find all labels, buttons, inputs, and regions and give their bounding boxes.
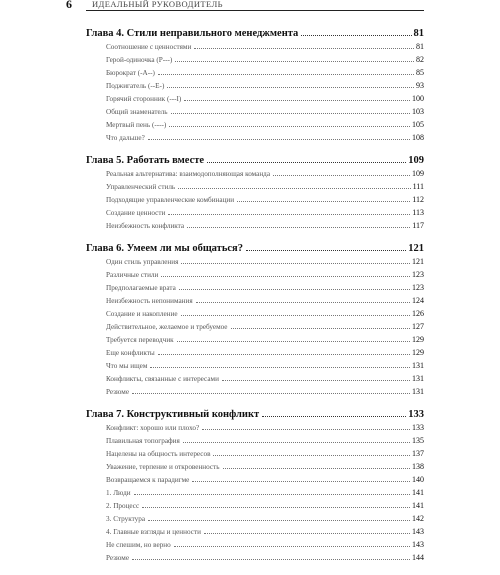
toc-entry (86, 387, 424, 400)
entry-title: Создание ценности (106, 209, 166, 217)
leader-dots (148, 139, 410, 140)
toc-entry (86, 42, 424, 55)
entry-page-number: 123 (412, 283, 424, 292)
leader-dots (184, 100, 410, 101)
entry-title: Соотношение с ценностями (106, 43, 192, 51)
entry-page-number: 103 (412, 107, 424, 116)
entry-title: Резюме (106, 388, 130, 396)
toc-entry (86, 322, 424, 335)
entry-page-number: 113 (412, 208, 424, 217)
toc-entry (86, 488, 424, 501)
leader-dots (192, 481, 410, 482)
entry-page-number: 111 (412, 182, 424, 191)
entry-title: Конфликт: хорошо или плохо? (106, 424, 200, 432)
entry-title: Предполагаемые врата (106, 284, 176, 292)
entry-page-number: 143 (412, 527, 424, 536)
entry-page-number: 100 (412, 94, 424, 103)
leader-dots (194, 48, 414, 49)
toc-entry (86, 309, 424, 322)
leader-dots (223, 468, 410, 469)
entry-page-number: 138 (412, 462, 424, 471)
toc-entry (86, 361, 424, 374)
header-rule (86, 10, 424, 11)
entry-page-number: 131 (412, 361, 424, 370)
toc-entry (86, 55, 424, 68)
chapter-heading (86, 409, 424, 423)
chapter-page-number: 81 (413, 28, 424, 39)
entry-title: 3. Структура (106, 515, 146, 523)
leader-dots (196, 302, 410, 303)
entry-page-number: 137 (412, 449, 424, 458)
leader-dots (181, 263, 410, 264)
leader-dots (132, 393, 410, 394)
toc-chapter (86, 243, 424, 400)
leader-dots (161, 276, 410, 277)
entry-page-number: 93 (416, 81, 424, 90)
entry-page-number: 140 (412, 475, 424, 484)
entry-page-number: 141 (412, 501, 424, 510)
toc-entry (86, 335, 424, 348)
leader-dots (222, 380, 410, 381)
entry-page-number: 124 (412, 296, 424, 305)
toc-entry (86, 270, 424, 283)
leader-dots (134, 494, 410, 495)
entry-title: Нацелены на общность интересов (106, 450, 211, 458)
leader-dots (273, 175, 410, 176)
leader-dots (301, 35, 411, 36)
entry-title: Возвращаемся к парадигме (106, 476, 190, 484)
entry-title: Требуется переводчик (106, 336, 174, 344)
leader-dots (175, 61, 414, 62)
toc-chapter (86, 28, 424, 146)
entry-title: Действительное, желаемое и требуемое (106, 323, 228, 331)
toc-entry (86, 221, 424, 234)
toc-entry (86, 296, 424, 309)
toc-entry (86, 553, 424, 566)
toc-entry (86, 348, 424, 361)
leader-dots (181, 315, 410, 316)
leader-dots (171, 113, 410, 114)
leader-dots (183, 442, 410, 443)
entry-page-number: 144 (412, 553, 424, 562)
entry-page-number: 82 (416, 55, 424, 64)
entry-title: Еще конфликты (106, 349, 155, 357)
leader-dots (207, 162, 406, 163)
entry-title: Резюме (106, 554, 130, 562)
toc-entry (86, 182, 424, 195)
chapter-title: Глава 7. Конструктивный конфликт (86, 409, 260, 420)
toc-entry (86, 133, 424, 146)
entry-page-number: 117 (412, 221, 424, 230)
entry-title: Что мы ищем (106, 362, 148, 370)
leader-dots (204, 533, 410, 534)
entry-page-number: 112 (412, 195, 424, 204)
chapter-page-number: 121 (408, 243, 424, 254)
entry-title: Неизбежность непонимания (106, 297, 193, 305)
entry-title: Неизбежность конфликта (106, 222, 185, 230)
entry-page-number: 85 (416, 68, 424, 77)
toc-entry (86, 501, 424, 514)
chapter-page-number: 133 (408, 409, 424, 420)
toc-entry (86, 107, 424, 120)
toc-entry (86, 436, 424, 449)
toc-entry (86, 81, 424, 94)
entry-title: Реальная альтернатива: взаимодополняющая команда (106, 170, 271, 178)
toc-entry (86, 462, 424, 475)
leader-dots (262, 416, 406, 417)
chapter-title: Глава 5. Работать вместе (86, 155, 205, 166)
entry-page-number: 131 (412, 374, 424, 383)
leader-dots (237, 201, 410, 202)
entry-page-number: 129 (412, 348, 424, 357)
toc-entry (86, 475, 424, 488)
toc-entry (86, 540, 424, 553)
entry-title: 2. Процесс (106, 502, 140, 510)
entry-page-number: 108 (412, 133, 424, 142)
toc-entry (86, 374, 424, 387)
entry-title: Один стиль управления (106, 258, 179, 266)
leader-dots (177, 341, 410, 342)
leader-dots (168, 214, 410, 215)
entry-title: Мертвый пень (----) (106, 121, 167, 129)
entry-title: Герой-одиночка (P---) (106, 56, 173, 64)
entry-title: Горячий сторонник (---I) (106, 95, 182, 103)
entry-title: Плавильная топография (106, 437, 180, 445)
entry-page-number: 81 (416, 42, 424, 51)
entry-title: Не спешим, но верно (106, 541, 171, 549)
toc-chapter (86, 155, 424, 234)
toc-entry (86, 94, 424, 107)
leader-dots (202, 429, 410, 430)
entry-page-number: 123 (412, 270, 424, 279)
entry-page-number: 129 (412, 335, 424, 344)
toc-chapter (86, 409, 424, 566)
leader-dots (167, 87, 414, 88)
toc-entry (86, 68, 424, 81)
leader-dots (178, 188, 410, 189)
leader-dots (174, 546, 410, 547)
entry-page-number: 141 (412, 488, 424, 497)
entry-page-number: 131 (412, 387, 424, 396)
chapter-page-number: 109 (408, 155, 424, 166)
leader-dots (150, 367, 410, 368)
chapter-heading (86, 155, 424, 169)
toc-entry (86, 169, 424, 182)
toc-entry (86, 195, 424, 208)
leader-dots (179, 289, 410, 290)
entry-title: Бюрократ (-A--) (106, 69, 155, 77)
toc-entry (86, 527, 424, 540)
entry-page-number: 135 (412, 436, 424, 445)
toc-entry (86, 208, 424, 221)
page-header (0, 0, 500, 10)
entry-page-number: 133 (412, 423, 424, 432)
entry-title: Уважение, терпение и откровенность (106, 463, 220, 471)
leader-dots (142, 507, 410, 508)
leader-dots (169, 126, 410, 127)
entry-page-number: 127 (412, 322, 424, 331)
entry-title: Поджигатель (--E-) (106, 82, 165, 90)
entry-page-number: 142 (412, 514, 424, 523)
leader-dots (132, 559, 410, 560)
entry-page-number: 109 (412, 169, 424, 178)
toc-entry (86, 514, 424, 527)
entry-title: Конфликты, связанные с интересами (106, 375, 219, 383)
toc-entry (86, 283, 424, 296)
leader-dots (213, 455, 410, 456)
leader-dots (187, 227, 410, 228)
entry-title: Общий знаменатель (106, 108, 168, 116)
entry-page-number: 105 (412, 120, 424, 129)
page-number: 6 (66, 0, 72, 11)
chapter-heading (86, 243, 424, 257)
entry-title: 4. Главные взгляды и ценности (106, 528, 201, 536)
table-of-contents (86, 28, 424, 575)
leader-dots (158, 74, 414, 75)
entry-title: Создание и накопление (106, 310, 178, 318)
leader-dots (231, 328, 411, 329)
toc-entry (86, 423, 424, 436)
entry-title: Подходящие управленческие комбинации (106, 196, 235, 204)
running-title: ИДЕАЛЬНЫЙ РУКОВОДИТЕЛЬ (92, 0, 223, 9)
chapter-title: Глава 4. Стили неправильного менеджмента (86, 28, 299, 39)
leader-dots (246, 250, 406, 251)
leader-dots (158, 354, 410, 355)
toc-entry (86, 257, 424, 270)
entry-title: Что дальше? (106, 134, 145, 142)
entry-title: Управленческий стиль (106, 183, 176, 191)
leader-dots (148, 520, 410, 521)
entry-title: 1. Люди (106, 489, 131, 497)
entry-title: Различные стили (106, 271, 159, 279)
chapter-heading (86, 28, 424, 42)
entry-page-number: 121 (412, 257, 424, 266)
entry-page-number: 126 (412, 309, 424, 318)
toc-entry (86, 449, 424, 462)
toc-entry (86, 120, 424, 133)
chapter-title: Глава 6. Умеем ли мы общаться? (86, 243, 243, 254)
entry-page-number: 143 (412, 540, 424, 549)
